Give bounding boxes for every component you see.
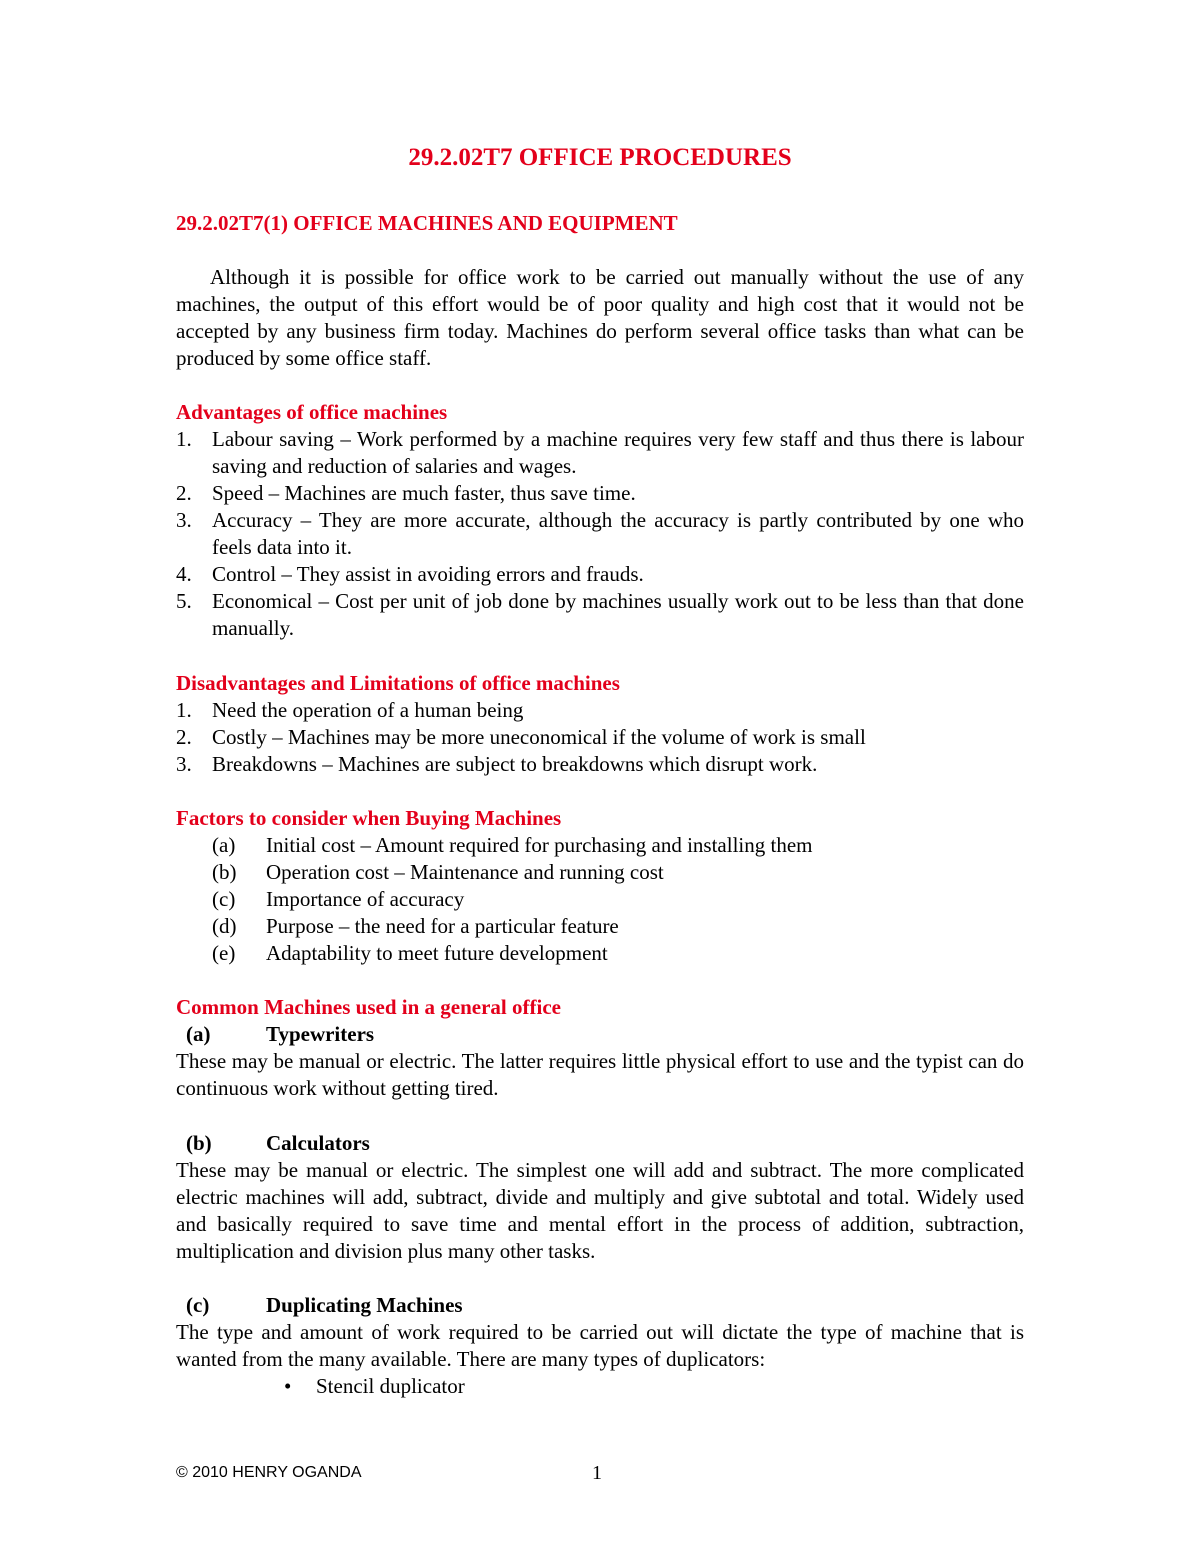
list-item: 3. Breakdowns – Machines are subject to breakdowns which disrupt work.	[176, 752, 818, 776]
list-item: • Stencil duplicator	[284, 1374, 465, 1398]
factors-list	[176, 832, 1024, 967]
disadvantages-list	[176, 697, 1024, 778]
document-title: 29.2.02T7 OFFICE PROCEDURES	[408, 144, 792, 171]
footer-copyright: © 2010 HENRY OGANDA	[176, 1464, 362, 1481]
list-item: 2. Speed – Machines are much faster, thus save time.	[176, 481, 636, 505]
list-item: (b) Operation cost – Maintenance and running cost	[212, 860, 664, 884]
list-item: (c) Importance of accuracy	[212, 887, 465, 911]
disadvantages-heading: Disadvantages and Limitations of office machines	[176, 671, 620, 695]
list-item: (e) Adaptability to meet future development	[212, 941, 608, 965]
bullet-icon: •	[284, 1374, 292, 1398]
duplicating-text: The type and amount of work required to be carried out will dictate the type of machine that is wanted from the many available. There are many types of duplicators:	[176, 1320, 1024, 1371]
section-heading	[176, 210, 1024, 237]
advantages-heading: Advantages of office machines	[176, 400, 448, 424]
calculators-text: These may be manual or electric. The simplest one will add and subtract. The more complicated electric machines will add, subtract, divide and multiply and give subtotal and total. Widely used and basically required to save time and mental effort in the process of addition, subtraction, multiplication and division plus many other tasks.	[176, 1158, 1024, 1263]
factors-section	[176, 805, 1024, 967]
list-item: 1. Labour saving – Work performed by a machine requires very few staff and thus there is labour saving and reduction of salaries and wages.	[176, 427, 1024, 478]
advantages-section	[176, 399, 1024, 642]
typewriters-text: These may be manual or electric. The latter requires little physical effort to use and the typist can do continuous work without getting tired.	[176, 1049, 1024, 1100]
section-heading-text: 29.2.02T7(1) OFFICE MACHINES AND EQUIPMENT	[176, 211, 678, 235]
disadvantages-section	[176, 670, 1024, 778]
calculators-section	[176, 1130, 1024, 1265]
common-machines-section	[176, 994, 1024, 1102]
list-item: 4. Control – They assist in avoiding errors and frauds.	[176, 562, 644, 586]
duplicating-heading: (c) Duplicating Machines	[186, 1293, 463, 1317]
page-number: 1	[592, 1462, 602, 1484]
list-item: 5. Economical – Cost per unit of job done by machines usually work out to be less than that done manually.	[176, 589, 1024, 640]
list-item: 3. Accuracy – They are more accurate, although the accuracy is partly contributed by one who feels data into it.	[176, 508, 1024, 559]
common-machines-heading: Common Machines used in a general office	[176, 995, 561, 1019]
typewriters-heading: (a) Typewriters	[186, 1022, 375, 1046]
factors-heading: Factors to consider when Buying Machines	[176, 806, 562, 830]
list-item: (a) Initial cost – Amount required for purchasing and installing them	[212, 833, 813, 857]
list-item: (d) Purpose – the need for a particular feature	[212, 914, 619, 938]
list-item: 2. Costly – Machines may be more uneconomical if the volume of work is small	[176, 725, 866, 749]
advantages-list	[176, 426, 1024, 642]
duplicating-section	[176, 1292, 1024, 1400]
intro-paragraph: Although it is possible for office work to be carried out manually without the use of any machines, the output of this effort would be of poor quality and high cost that it would not be accepted by any business firm today. Machines do perform several office tasks than what can be produced by some office staff.	[176, 265, 1024, 370]
calculators-heading: (b) Calculators	[186, 1131, 370, 1155]
list-item: 1. Need the operation of a human being	[176, 698, 524, 722]
